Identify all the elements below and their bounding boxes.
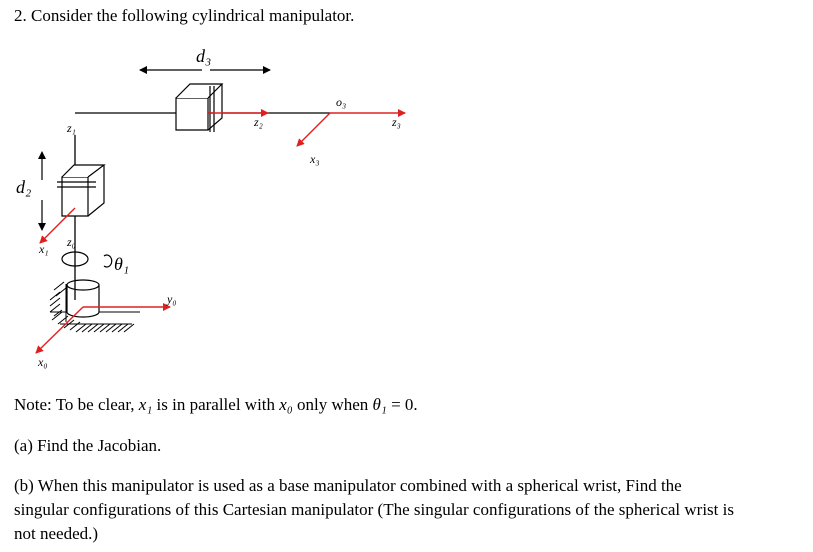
label-x0: x₀ [38,355,48,369]
part-b-line-2: singular configurations of this Cartesian manipulator (The singular configurations of the spherical wrist is [14,500,734,519]
label-d3: d₃ [196,46,212,66]
label-x3: x₃ [310,152,320,166]
note-x0: x₀ [279,395,293,414]
label-x1: x₁ [39,242,49,256]
part-b-line-1: (b) When this manipulator is used as a base manipulator combined with a spherical wrist, Find the [14,476,682,495]
label-z3: z₃ [392,115,401,129]
prismatic-joint-3-cube [176,84,222,132]
note-equals: = 0. [386,395,418,414]
label-z0: z₀ [67,235,76,249]
note-only-when: only when [292,395,373,414]
note-x1: x₁ [138,395,153,414]
note-text [14,395,418,415]
label-z1: z₁ [67,121,76,135]
label-theta1: θ₁ [114,254,130,274]
label-y0: y₀ [167,292,177,306]
label-d2: d₂ [16,177,32,197]
note-theta1: θ₁ [372,395,387,414]
base-cylinder [67,280,99,317]
label-o3: o₃ [336,95,347,109]
note-prefix: Note: To be clear, [14,395,139,414]
label-z2: z₂ [254,115,263,129]
prismatic-joint-2-cube [57,165,104,216]
rotation-arrow-icon [62,252,112,267]
x3-axis [297,113,330,146]
question-title: 2. Consider the following cylindrical manipulator. [14,6,355,25]
note-middle: is in parallel with [152,395,280,414]
part-a-text: (a) Find the Jacobian. [14,436,162,455]
part-b-line-3: not needed.) [14,524,99,543]
